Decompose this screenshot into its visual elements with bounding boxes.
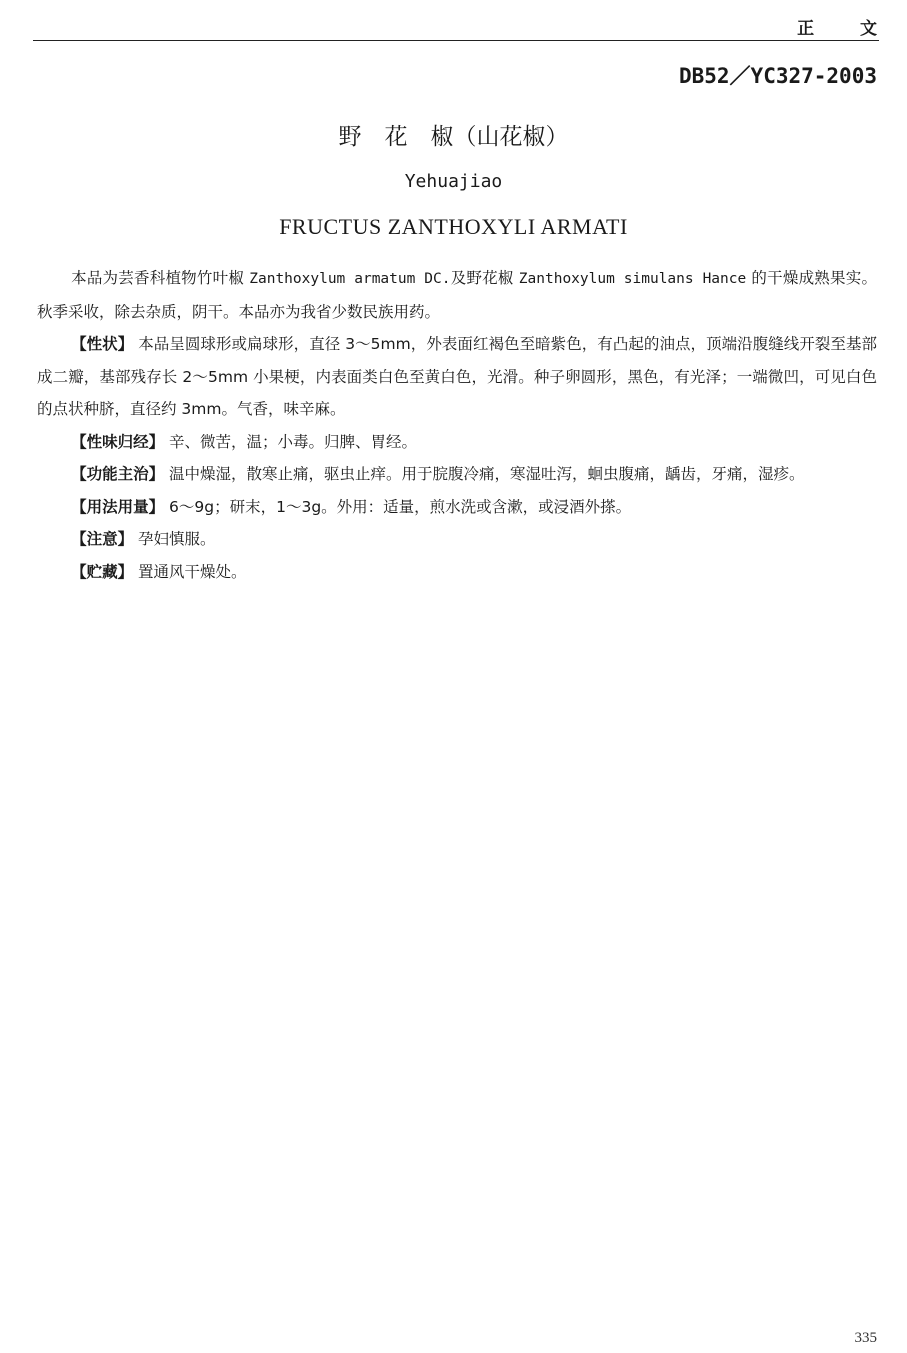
- section-heading: 【注意】: [71, 530, 134, 548]
- header-rule: [33, 40, 879, 41]
- section-text: 温中燥湿，散寒止痛，驱虫止痒。用于脘腹冷痛，寒湿吐泻，蛔虫腹痛，龋齿，牙痛，湿疹。: [164, 465, 805, 483]
- section-heading: 【性味归经】: [71, 432, 165, 451]
- section-text: 6～9g；研末，1～3g。外用：适量，煎水洗或含漱，或浸酒外搽。: [164, 497, 632, 516]
- intro-text-1: 本品为芸香科植物竹叶椒: [71, 269, 250, 287]
- intro-paragraph: [37, 262, 877, 328]
- standard-number: DB52／YC327-2003: [678, 64, 877, 88]
- section-text: 辛、微苦，温；小毒。归脾、胃经。: [164, 432, 418, 451]
- section-storage: [37, 556, 877, 589]
- latin-name-1: Zanthoxylum armatum DC.: [249, 271, 451, 287]
- section-caution: [37, 523, 877, 556]
- section-text: 本品呈圆球形或扁球形，直径 3～5mm，外表面红褐色至暗紫色，有凸起的油点，顶端沿腹缝线开裂至基部成二瓣，基部残存长 2～5mm 小果梗，内表面类白色至黄白色，光滑。种子卵圆形，黑色，有光泽；一端微凹，可见白色的点状种脐，直径约 3mm。气香，味辛麻。: [37, 335, 877, 418]
- section-heading: 【功能主治】: [71, 465, 165, 483]
- section-heading: 【性状】: [71, 335, 134, 353]
- monograph-body: [37, 262, 877, 588]
- section-nature-meridian: [37, 426, 877, 459]
- section-text: 置通风干燥处。: [133, 562, 247, 581]
- section-description: [37, 328, 877, 426]
- title-chinese: 野 花 椒（山花椒）: [338, 124, 569, 150]
- title-latin: FRUCTUS ZANTHOXYLI ARMATI: [279, 214, 628, 239]
- section-text: 孕妇慎服。: [133, 530, 216, 548]
- page-number: 335: [854, 1330, 877, 1346]
- title-pinyin: Yehuajiao: [404, 171, 503, 192]
- section-heading: 【用法用量】: [71, 497, 165, 516]
- section-dosage: [37, 491, 877, 524]
- section-functions: [37, 458, 877, 491]
- section-heading: 【贮藏】: [71, 562, 134, 581]
- intro-text-3: 的干燥成熟果实。秋季采收，除去杂质，阴干。本品亦为我省少数民族用药。: [37, 269, 877, 321]
- intro-text-2: 及野花椒: [450, 269, 519, 287]
- latin-name-2: Zanthoxylum simulans Hance: [518, 271, 747, 287]
- section-label: 正 文: [797, 19, 897, 39]
